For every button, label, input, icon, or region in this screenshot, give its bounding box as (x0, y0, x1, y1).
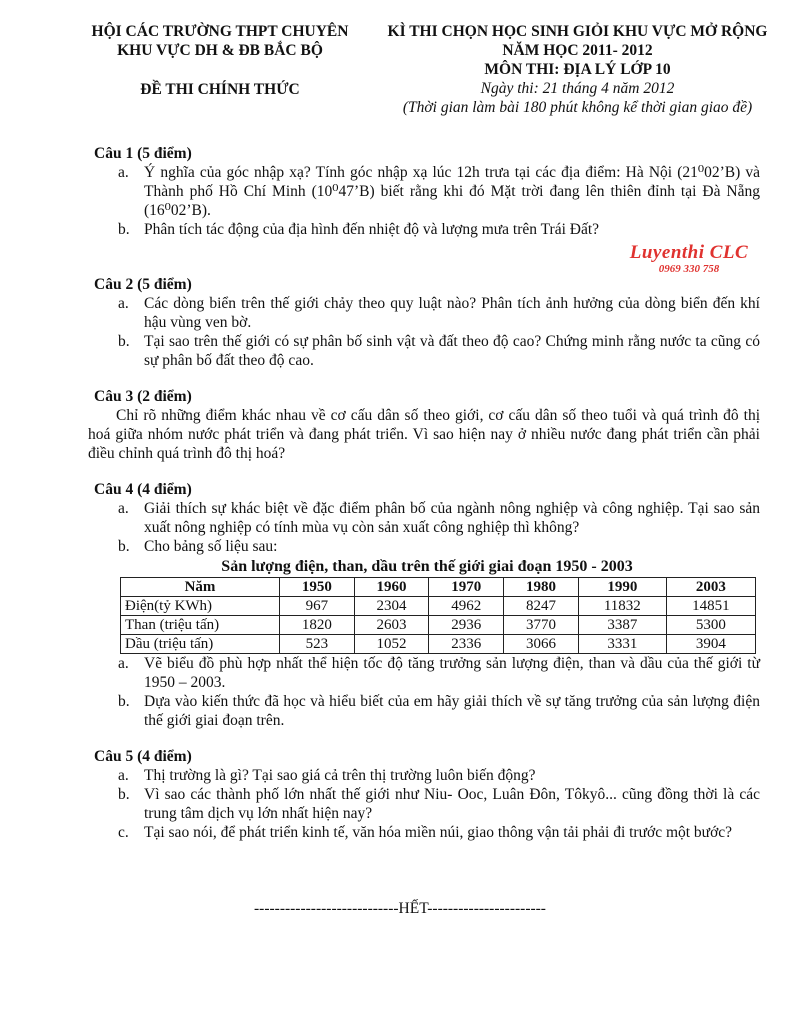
question-3 (88, 387, 760, 463)
watermark-name: Luyenthi CLC (629, 242, 749, 263)
watermark-phone: 0969 330 758 (658, 263, 720, 275)
header-left (70, 22, 370, 99)
table-title: Sản lượng điện, than, dầu trên thế giới giai đoạn 1950 - 2003 (221, 558, 633, 575)
list-item: c. Tại sao nói, để phát triển kinh tế, văn hóa miền núi, giao thông vận tải phải đi trước một bước? (118, 824, 733, 841)
list-item: b. Phân tích tác động của địa hình đến nhiệt độ và lượng mưa trên Trái Đất? (118, 221, 600, 238)
question-4 (94, 480, 760, 730)
table-row: Dầu (triệu tấn) 523 1052 2336 3066 3331 3904 (121, 635, 756, 654)
question-title: Câu 2 (5 điểm) (94, 276, 192, 293)
official-exam-label: ĐỀ THI CHÍNH THỨC (140, 81, 300, 98)
question-5 (94, 747, 760, 842)
end-marker: ----------------------------HẾT----------------------- (254, 900, 546, 917)
list-item: a. Giải thích sự khác biệt về đặc điểm phân bố của ngành nông nghiệp và công nghiệp. Tại sao sản xuất nông nghiệp có tính mùa vụ còn sản xuất công nghiệp thì không? (118, 500, 760, 536)
list-item: a. Vẽ biểu đồ phù hợp nhất thể hiện tốc độ tăng trưởng sản lượng điện, than và dầu của thế giới từ 1950 – 2003. (118, 655, 760, 691)
exam-title: KÌ THI CHỌN HỌC SINH GIỎI KHU VỰC MỞ RỘNG (387, 23, 768, 40)
subject: MÔN THI: ĐỊA LÝ LỚP 10 (484, 61, 671, 78)
exam-date: Ngày thi: 21 tháng 4 năm 2012 (480, 80, 675, 97)
school-year: NĂM HỌC 2011- 2012 (502, 42, 653, 59)
region-name: KHU VỰC DH & ĐB BẮC BỘ (117, 42, 323, 59)
question-2 (94, 275, 760, 370)
table-header-row: Năm 1950 1960 1970 1980 1990 2003 (121, 578, 756, 597)
question-title: Câu 5 (4 điểm) (94, 748, 192, 765)
question-title: Câu 4 (4 điểm) (94, 481, 192, 498)
association-name: HỘI CÁC TRƯỜNG THPT CHUYÊN (91, 23, 349, 40)
question-title: Câu 3 (2 điểm) (94, 388, 192, 405)
list-item: b. Vì sao các thành phố lớn nhất thế giới như Niu- Ooc, Luân Đôn, Tôkyô... cũng đồng thời là các trung tâm dịch vụ lớn nhất hiện nay? (118, 786, 760, 822)
data-table (120, 577, 756, 654)
list-item: b. Tại sao trên thế giới có sự phân bố sinh vật và đất theo độ cao? Chứng minh rằng nước ta cũng có sự phân bố đất theo độ cao. (118, 333, 760, 369)
table-row: Than (triệu tấn) 1820 2603 2936 3770 3387 5300 (121, 616, 756, 635)
list-item: a. Các dòng biển trên thế giới chảy theo quy luật nào? Phân tích ảnh hưởng của dòng biển đến khí hậu vùng ven bờ. (118, 295, 760, 331)
exam-duration: (Thời gian làm bài 180 phút không kể thời gian giao đề) (402, 99, 753, 116)
question-paragraph: Chỉ rõ những điểm khác nhau về cơ cấu dân số theo giới, cơ cấu dân số theo tuổi và quá trình đô thị hoá giữa nhóm nước phát triển và đang phát triển. Vì sao hiện nay ở nhiều nước đang phát triển cần phải điều chỉnh quá trình đô thị hoá? (88, 407, 760, 462)
list-item: a. Thị trường là gì? Tại sao giá cả trên thị trường luôn biến động? (118, 767, 536, 784)
list-item: a. Ý nghĩa của góc nhập xạ? Tính góc nhập xạ lúc 12h trưa tại các địa điểm: Hà Nội (21⁰02’B) và Thành phố Hồ Chí Minh (10⁰47’B) biết rằng khi đó Mặt trời đang lên thiên đỉnh tại Đà Nẵng (16⁰02’B). (118, 164, 760, 219)
list-item: b. Cho bảng số liệu sau: (118, 538, 278, 555)
question-title: Câu 1 (5 điểm) (94, 145, 192, 162)
list-item: b. Dựa vào kiến thức đã học và hiểu biết của em hãy giải thích về sự tăng trưởng của sản lượng điện thế giới giai đoạn trên. (118, 693, 760, 729)
table-row: Điện(tỷ KWh) 967 2304 4962 8247 11832 14851 (121, 597, 756, 616)
header-right (360, 22, 795, 117)
exam-content (88, 144, 760, 859)
question-1 (94, 144, 760, 239)
